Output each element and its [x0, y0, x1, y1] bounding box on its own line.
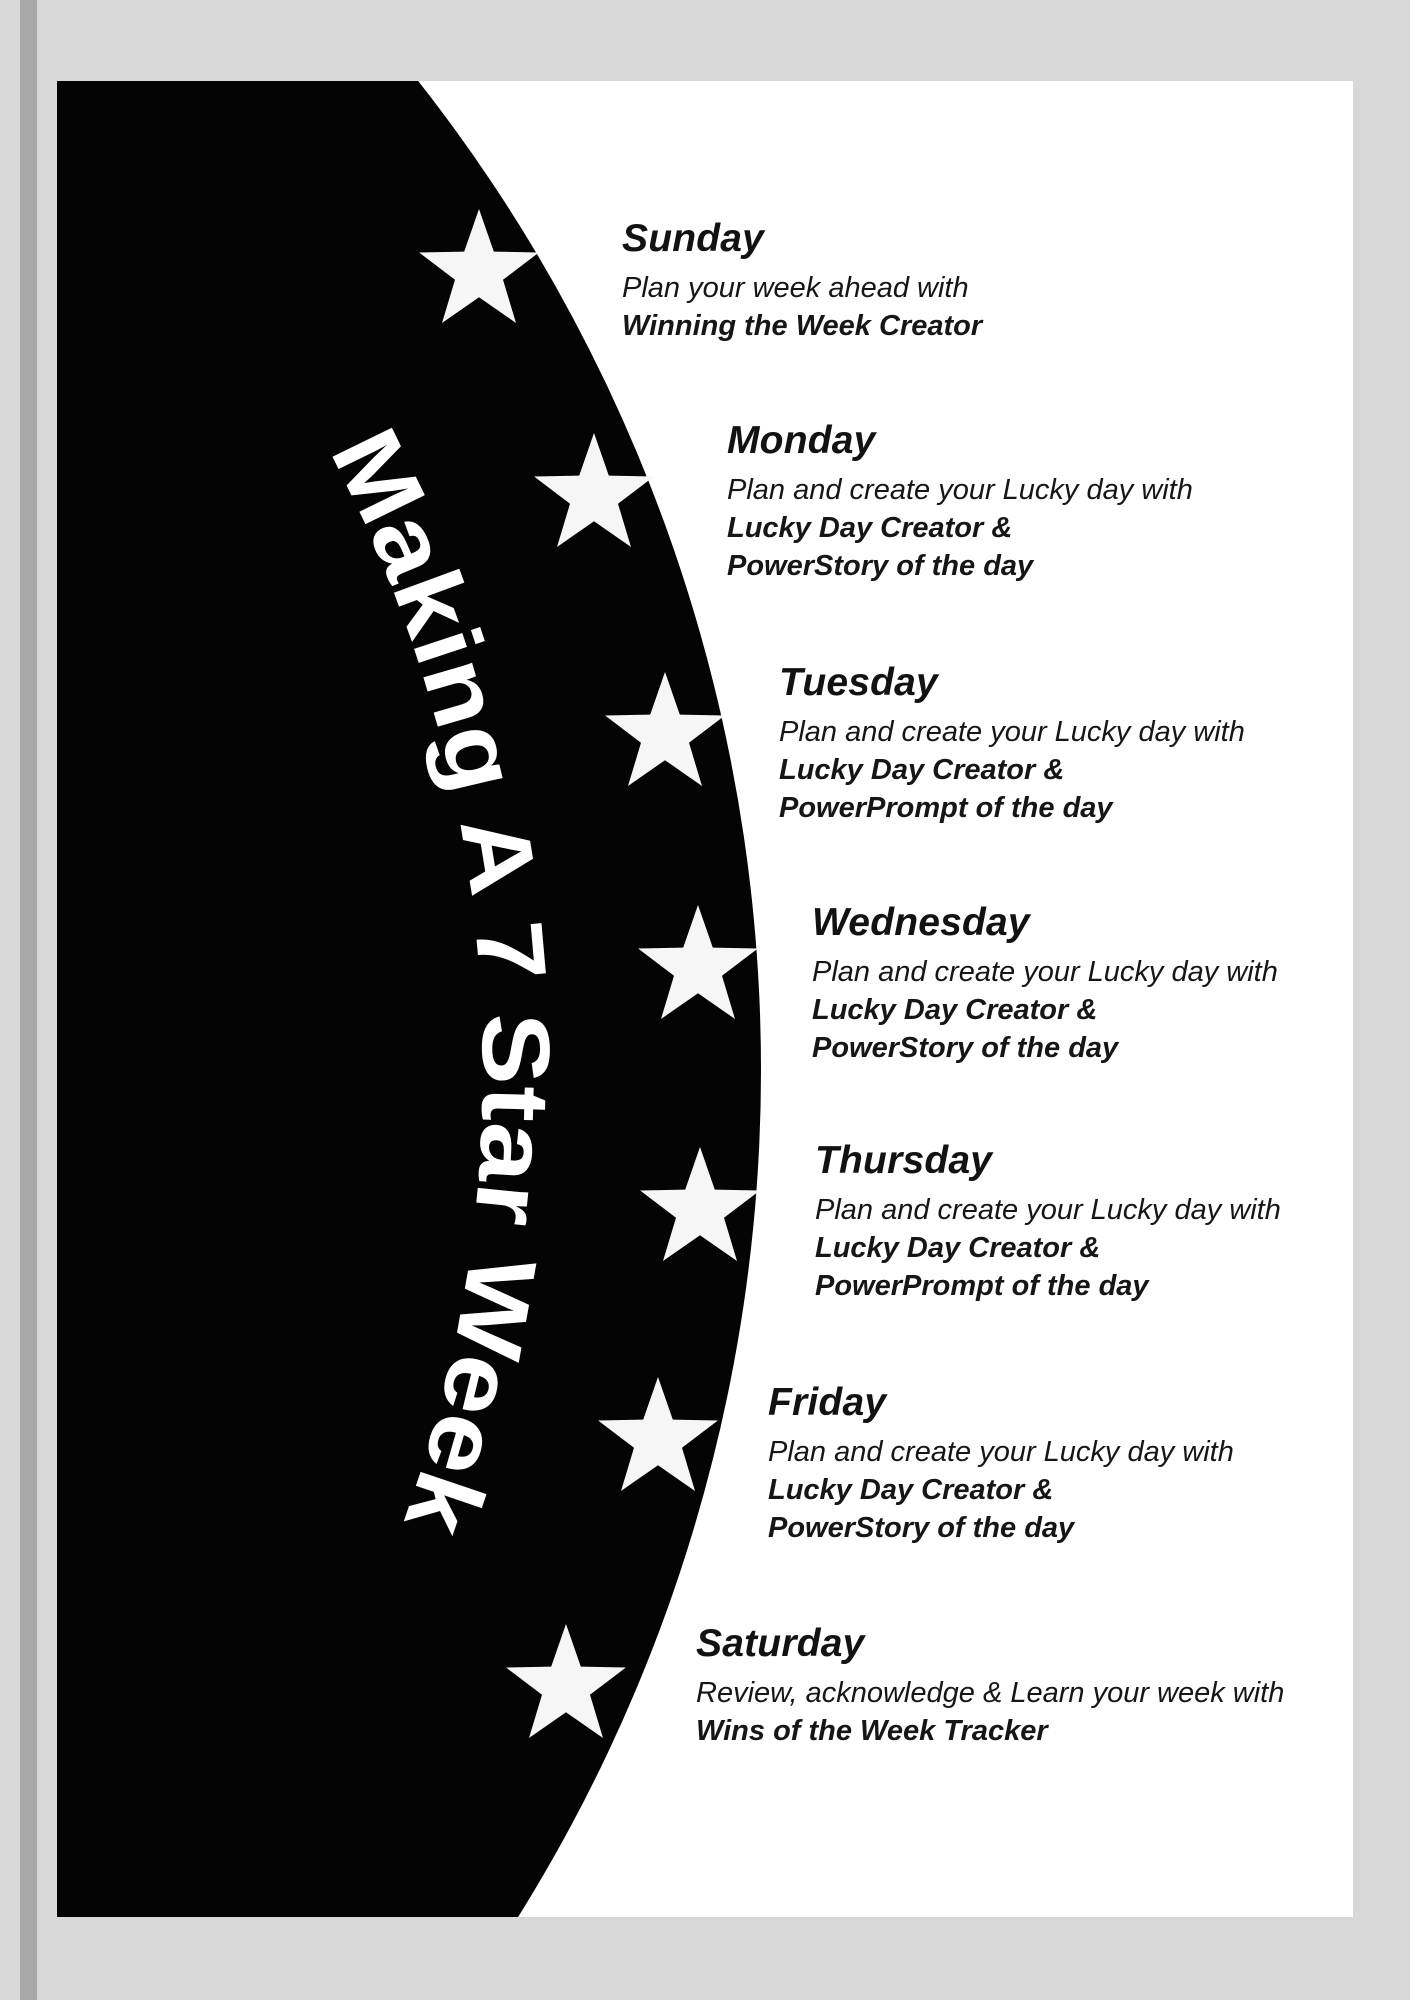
left-gray-strip	[20, 0, 37, 2000]
day-tool-line: PowerPrompt of the day	[779, 791, 1113, 824]
day-tool-line: PowerPrompt of the day	[815, 1269, 1149, 1302]
day-section-friday	[768, 1381, 1234, 1547]
day-section-thursday	[815, 1139, 1281, 1305]
day-name: Friday	[768, 1381, 887, 1424]
day-name: Monday	[727, 419, 876, 462]
day-intro: Plan and create your Lucky day with	[812, 955, 1278, 988]
page-title: Making A 7 Star Week	[310, 412, 570, 1543]
day-intro: Plan and create your Lucky day with	[768, 1435, 1234, 1468]
day-name: Wednesday	[812, 901, 1030, 944]
black-arc-shape	[57, 81, 761, 1917]
day-section-wednesday	[812, 901, 1278, 1067]
day-name: Tuesday	[779, 661, 938, 704]
day-intro: Plan your week ahead with	[622, 271, 969, 304]
day-tool-line: Lucky Day Creator &	[815, 1231, 1101, 1264]
day-name: Sunday	[622, 217, 765, 260]
day-intro: Plan and create your Lucky day with	[727, 473, 1193, 506]
day-tool-line: PowerStory of the day	[812, 1031, 1119, 1064]
day-name: Thursday	[815, 1139, 993, 1182]
day-tool-line: Lucky Day Creator &	[812, 993, 1098, 1026]
day-intro: Review, acknowledge & Learn your week with	[696, 1676, 1285, 1709]
poster-page	[57, 81, 1353, 1917]
day-tool-line: PowerStory of the day	[768, 1511, 1075, 1544]
day-tool-line: Wins of the Week Tracker	[696, 1714, 1048, 1747]
day-tool-line: Lucky Day Creator &	[768, 1473, 1054, 1506]
day-section-sunday	[622, 217, 982, 345]
day-tool-line: PowerStory of the day	[727, 549, 1034, 582]
day-name: Saturday	[696, 1622, 865, 1665]
day-section-monday	[727, 419, 1193, 585]
day-intro: Plan and create your Lucky day with	[815, 1193, 1281, 1226]
day-tool-line: Lucky Day Creator &	[727, 511, 1013, 544]
day-intro: Plan and create your Lucky day with	[779, 715, 1245, 748]
day-section-tuesday	[779, 661, 1245, 827]
day-tool-line: Winning the Week Creator	[622, 309, 983, 342]
day-tool-line: Lucky Day Creator &	[779, 753, 1065, 786]
day-section-saturday	[696, 1622, 1284, 1750]
